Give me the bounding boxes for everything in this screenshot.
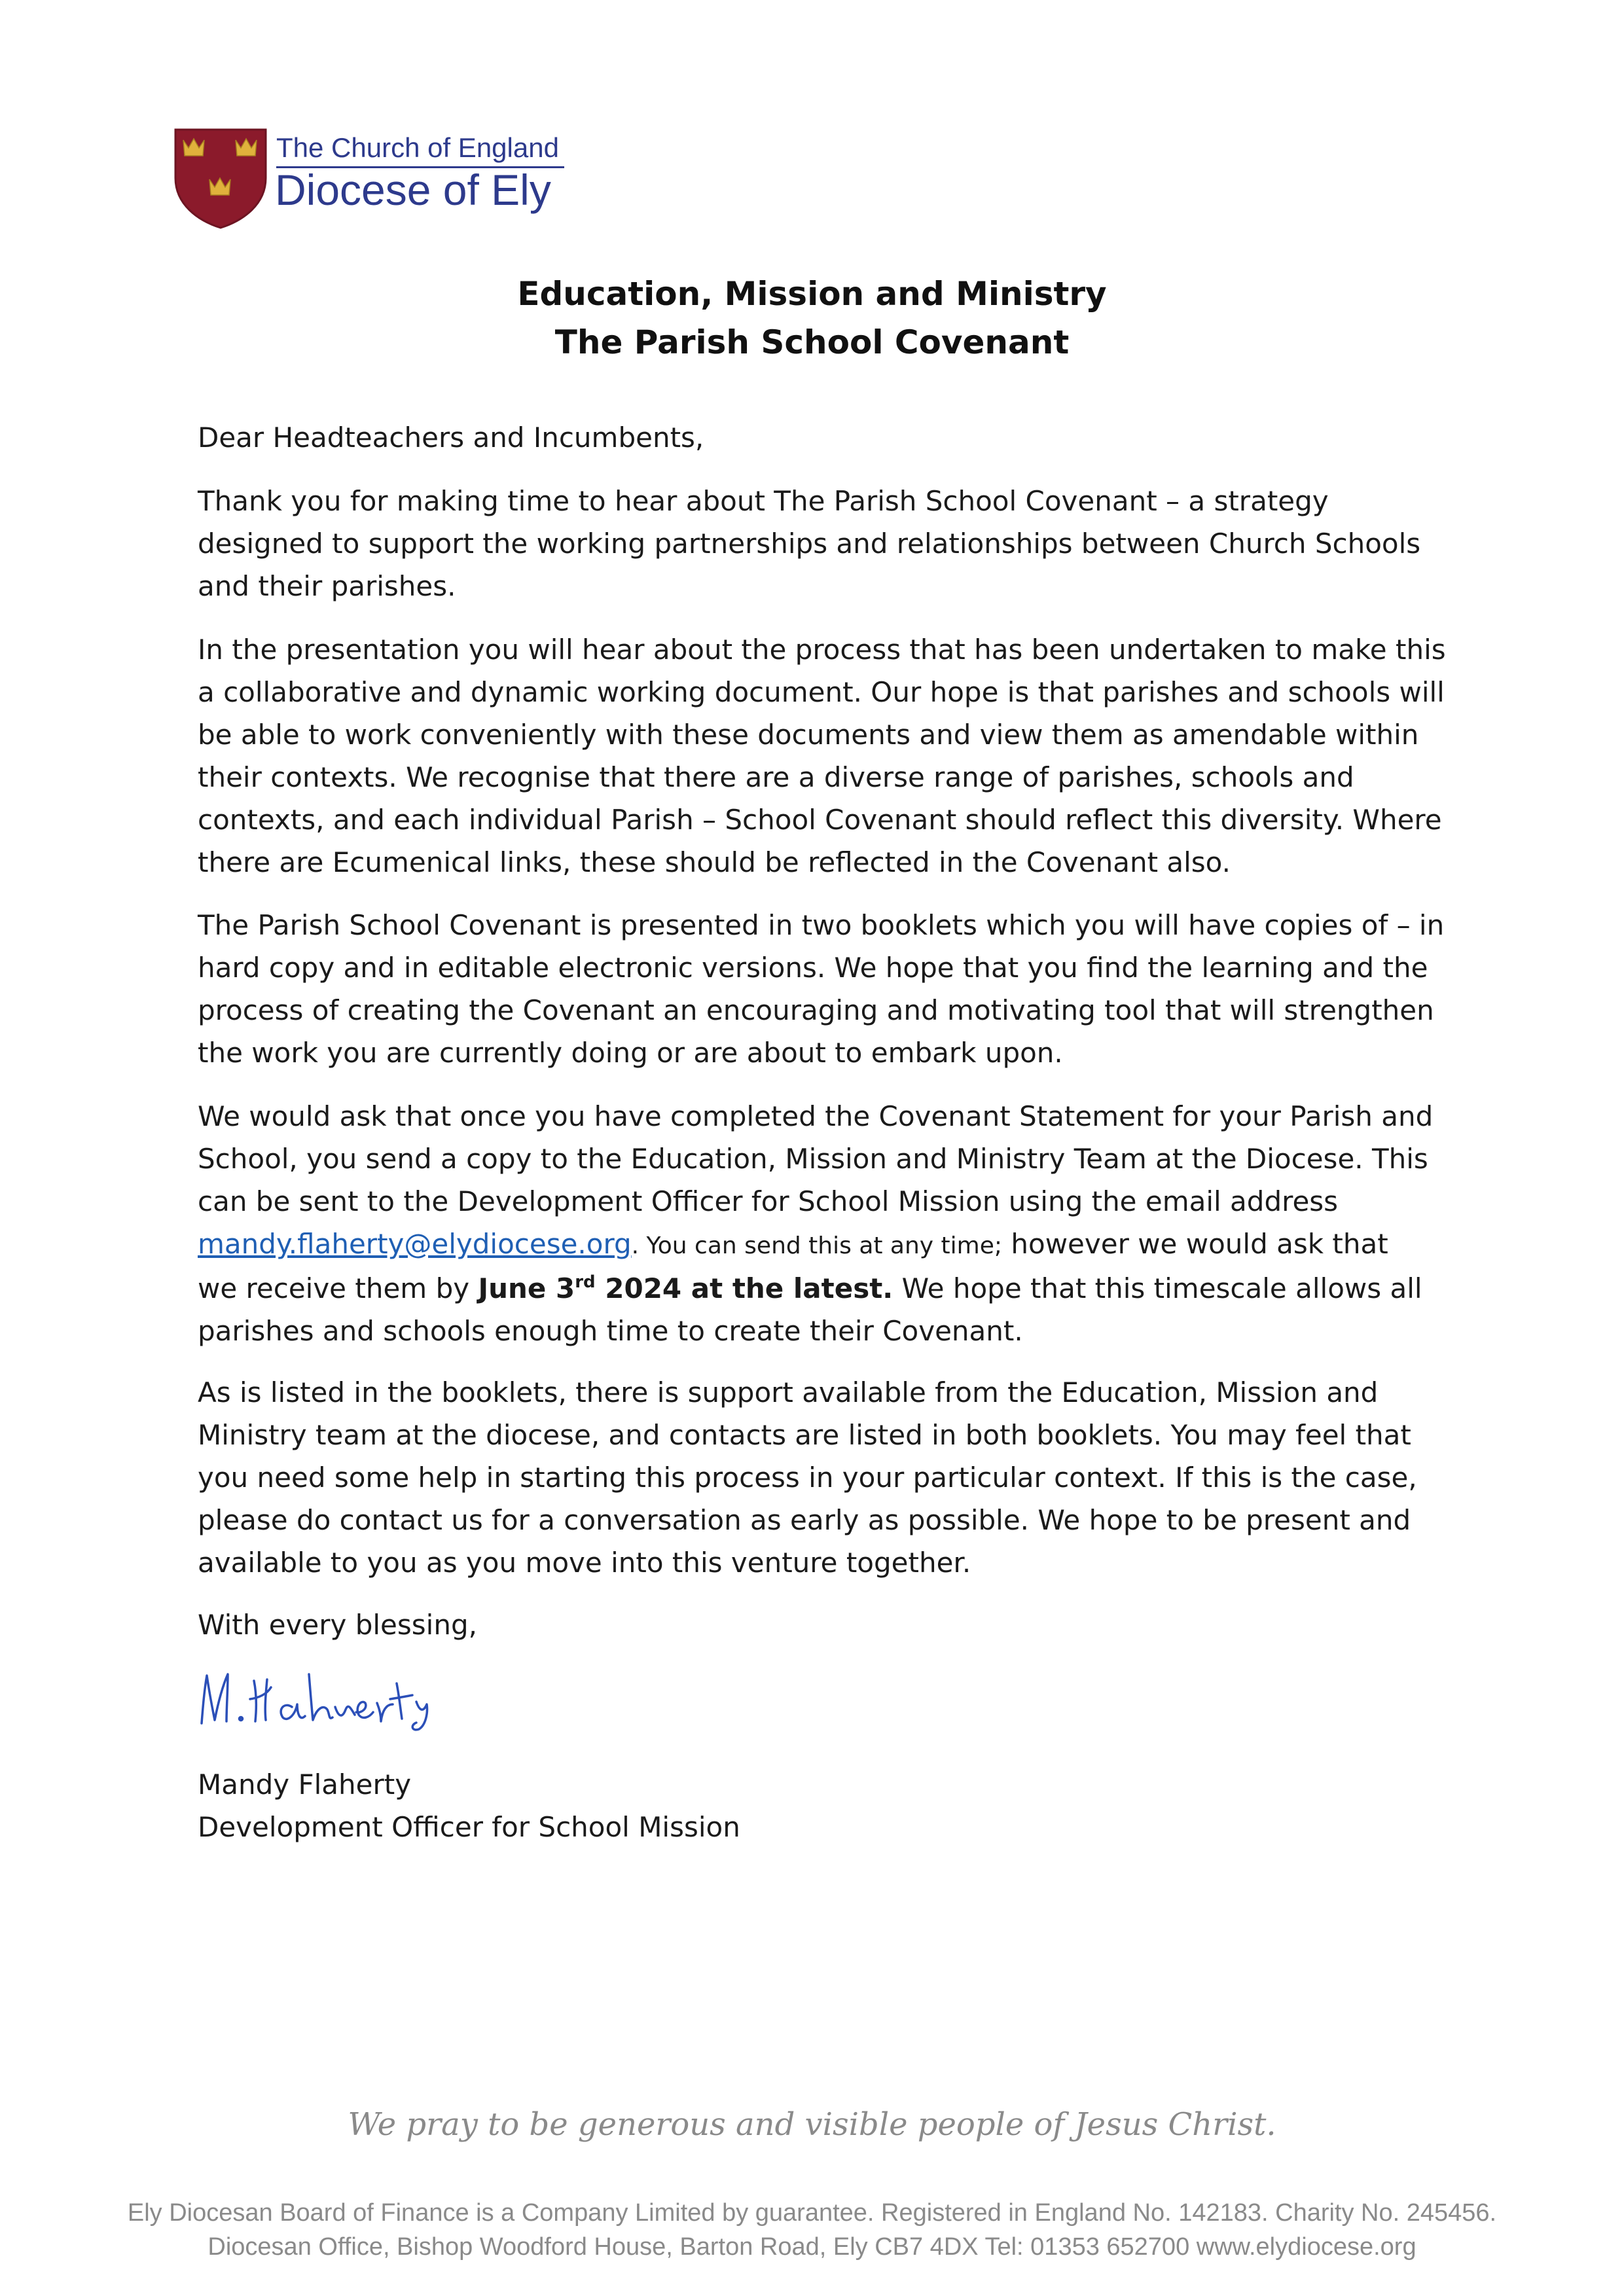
paragraph-fragment: . You can send this at any time; (631, 1232, 1003, 1259)
handwritten-signature (194, 1661, 442, 1733)
paragraph-5 (198, 1371, 1441, 1584)
paragraph-line: hard copy and in editable electronic versions. We hope that you find the learning and the (198, 952, 1428, 984)
closing-text: With every blessing, (198, 1609, 477, 1641)
paragraph-line: contexts, and each individual Parish – School Covenant should reflect this diversity. Where (198, 804, 1442, 836)
paragraph-line: there are Ecumenical links, these should be reflected in the Covenant also. (198, 846, 1231, 878)
shield-crest-icon (171, 126, 270, 230)
sender-block (198, 1763, 1441, 1848)
sender-name: Mandy Flaherty (198, 1768, 412, 1801)
paragraph-line (198, 1223, 1441, 1267)
paragraph-line: As is listed in the booklets, there is support available from the Education, Mission and (198, 1376, 1379, 1408)
paragraph-fragment: We hope that this timescale allows all (893, 1272, 1422, 1304)
salutation (198, 416, 1441, 459)
email-link[interactable]: mandy.flaherty@elydiocese.org (198, 1228, 632, 1260)
salutation-text: Dear Headteachers and Incumbents, (198, 422, 704, 454)
document-title: Education, Mission and Ministry (517, 275, 1107, 313)
paragraph-line (198, 1267, 1441, 1310)
sender-title: Development Officer for School Mission (198, 1811, 740, 1843)
paragraph-line: the work you are currently doing or are about to embark upon. (198, 1037, 1063, 1069)
paragraph-4 (198, 1095, 1441, 1352)
footer-motto: We pray to be generous and visible people of Jesus Christ. (348, 2106, 1276, 2143)
closing (198, 1604, 1441, 1646)
deadline-year: 2024 at the latest. (595, 1272, 893, 1304)
paragraph-line: In the presentation you will hear about the process that has been undertaken to make this (198, 634, 1446, 666)
paragraph-line: Thank you for making time to hear about The Parish School Covenant – a strategy (198, 485, 1329, 517)
logo-church-name: The Church of England (276, 132, 559, 163)
paragraph-1 (198, 480, 1441, 607)
paragraph-line: can be sent to the Development Officer for School Mission using the email address (198, 1185, 1339, 1217)
paragraph-line: please do contact us for a conversation as early as possible. We hope to be present and (198, 1504, 1411, 1536)
paragraph-line: School, you send a copy to the Education, Mission and Ministry Team at the Diocese. This (198, 1143, 1428, 1175)
paragraph-fragment: however we would ask that (1002, 1228, 1388, 1260)
paragraph-line: designed to support the working partnerships and relationships between Church Schools (198, 528, 1421, 560)
logo-diocese-name: Diocese of Ely (275, 166, 551, 214)
paragraph-line: and their parishes. (198, 570, 456, 602)
paragraph-line: Ministry team at the diocese, and contacts are listed in both booklets. You may feel that (198, 1419, 1411, 1451)
deadline-date: June 3 (478, 1272, 575, 1304)
deadline-ordinal: rd (575, 1272, 596, 1292)
paragraph-line: their contexts. We recognise that there are a diverse range of parishes, schools and (198, 761, 1354, 793)
deadline-text (478, 1272, 893, 1304)
diocese-logo (171, 126, 564, 230)
paragraph-line: available to you as you move into this venture together. (198, 1547, 971, 1579)
footer-address: Diocesan Office, Bishop Woodford House, Barton Road, Ely CB7 4DX Tel: 01353 652700 www.elydiocese.org (208, 2233, 1416, 2261)
footer-company-info: Ely Diocesan Board of Finance is a Company Limited by guarantee. Registered in England No. 142183. Charity No. 245456. (127, 2199, 1497, 2227)
paragraph-line: you need some help in starting this process in your particular context. If this is the case, (198, 1462, 1417, 1494)
paragraph-line: parishes and schools enough time to create their Covenant. (198, 1315, 1023, 1347)
paragraph-line: be able to work conveniently with these documents and view them as amendable within (198, 719, 1419, 751)
paragraph-2 (198, 628, 1446, 884)
paragraph-line: a collaborative and dynamic working document. Our hope is that parishes and schools will (198, 676, 1445, 708)
paragraph-line: The Parish School Covenant is presented in two booklets which you will have copies of – in (198, 909, 1445, 941)
document-subtitle: The Parish School Covenant (554, 323, 1070, 361)
paragraph-fragment: we receive them by (198, 1272, 478, 1304)
paragraph-3 (198, 904, 1445, 1074)
paragraph-line: process of creating the Covenant an encouraging and motivating tool that will strengthen (198, 994, 1434, 1026)
paragraph-line: We would ask that once you have completed the Covenant Statement for your Parish and (198, 1100, 1434, 1132)
